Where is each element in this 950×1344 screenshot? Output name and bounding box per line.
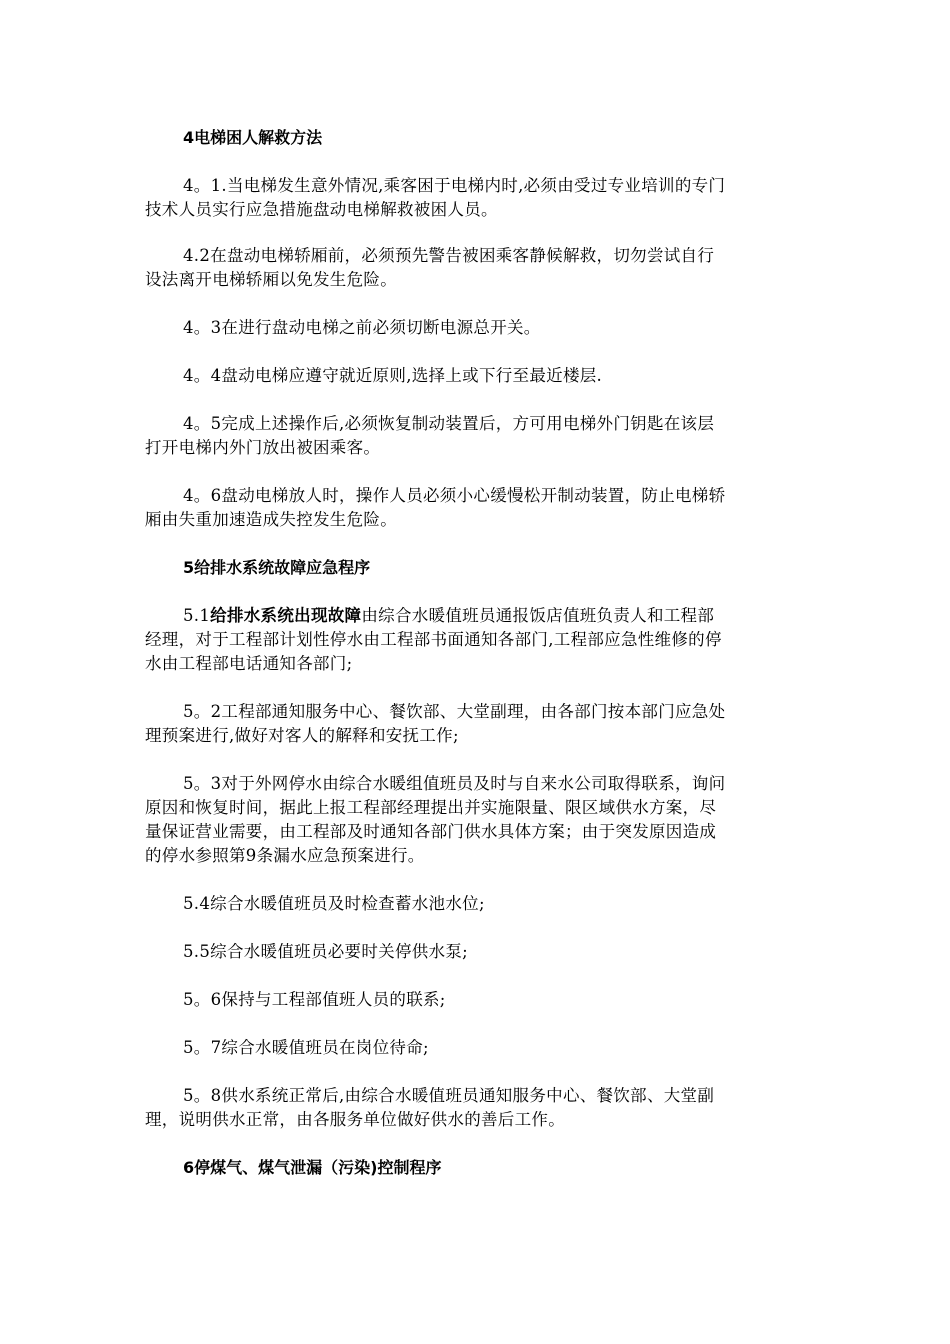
section-heading-4: 4电梯困人解救方法 [183, 128, 323, 147]
paragraph-5-8 [145, 1084, 805, 1132]
paragraph-line: 理预案进行,做好对客人的解释和安抚工作; [145, 726, 459, 745]
section-heading-5: 5给排水系统故障应急程序 [183, 558, 371, 577]
paragraph-4-5 [145, 412, 805, 460]
paragraph-line: 5。7综合水暖值班员在岗位待命; [183, 1038, 429, 1057]
paragraph-5-6 [145, 988, 805, 1012]
paragraph-line: 经理，对于工程部计划性停水由工程部书面通知各部门,工程部应急性维修的停 [145, 630, 722, 649]
paragraph-line: 4。3在进行盘动电梯之前必须切断电源总开关。 [183, 318, 541, 337]
paragraph-5-1 [145, 604, 805, 676]
bold-phrase: 给排水系统出现故障 [210, 606, 362, 625]
paragraph-line: 4。5完成上述操作后,必须恢复制动装置后，方可用电梯外门钥匙在该层 [183, 414, 715, 433]
paragraph-line: 理，说明供水正常，由各服务单位做好供水的善后工作。 [145, 1110, 565, 1129]
paragraph-5-5 [145, 940, 805, 964]
paragraph-line: 设法离开电梯轿厢以免发生危险。 [145, 270, 397, 289]
paragraph-line: 4。6盘动电梯放人时，操作人员必须小心缓慢松开制动装置，防止电梯轿 [183, 486, 726, 505]
paragraph-4-4 [145, 364, 805, 388]
paragraph-5-7 [145, 1036, 805, 1060]
paragraph-5-4 [145, 892, 805, 916]
paragraph-line: 5.4综合水暖值班员及时检查蓄水池水位; [183, 894, 485, 913]
paragraph-4-2 [145, 244, 805, 292]
paragraph-line: 5.5综合水暖值班员必要时关停供水泵; [183, 942, 468, 961]
paragraph-line: 厢由失重加速造成失控发生危险。 [145, 510, 397, 529]
paragraph-line: 5。2工程部通知服务中心、餐饮部、大堂副理，由各部门按本部门应急处 [183, 702, 726, 721]
paragraph-text: 由综合水暖值班员通报饭店值班负责人和工程部 [361, 606, 715, 625]
section-heading-6: 6停煤气、煤气泄漏（污染)控制程序 [183, 1158, 442, 1177]
paragraph-line: 量保证营业需要，由工程部及时通知各部门供水具体方案；由于突发原因造成 [145, 822, 717, 841]
paragraph-line [145, 604, 805, 628]
paragraph-5-3 [145, 772, 805, 868]
paragraph-line: 4。1.当电梯发生意外情况,乘客困于电梯内时,必须由受过专业培训的专门 [183, 176, 726, 195]
paragraph-prefix: 5.1 [183, 606, 211, 625]
paragraph-line: 打开电梯内外门放出被困乘客。 [145, 438, 381, 457]
paragraph-line: 原因和恢复时间，据此上报工程部经理提出并实施限量、限区域供水方案，尽 [145, 798, 717, 817]
paragraph-5-2 [145, 700, 805, 748]
paragraph-line: 5。3对于外网停水由综合水暖组值班员及时与自来水公司取得联系，询问 [183, 774, 726, 793]
paragraph-line: 5。6保持与工程部值班人员的联系; [183, 990, 446, 1009]
paragraph-line: 水由工程部电话通知各部门; [145, 654, 353, 673]
paragraph-line: 的停水参照第9条漏水应急预案进行。 [145, 846, 425, 865]
paragraph-line: 5。8供水系统正常后,由综合水暖值班员通知服务中心、餐饮部、大堂副 [183, 1086, 715, 1105]
paragraph-4-6 [145, 484, 805, 532]
paragraph-4-1 [145, 174, 805, 222]
paragraph-line: 技术人员实行应急措施盘动电梯解救被困人员。 [145, 200, 498, 219]
paragraph-4-3 [145, 316, 805, 340]
paragraph-line: 4.2在盘动电梯轿厢前，必须预先警告被困乘客静候解救，切勿尝试自行 [183, 246, 715, 265]
paragraph-line: 4。4盘动电梯应遵守就近原则,选择上或下行至最近楼层. [183, 366, 603, 385]
